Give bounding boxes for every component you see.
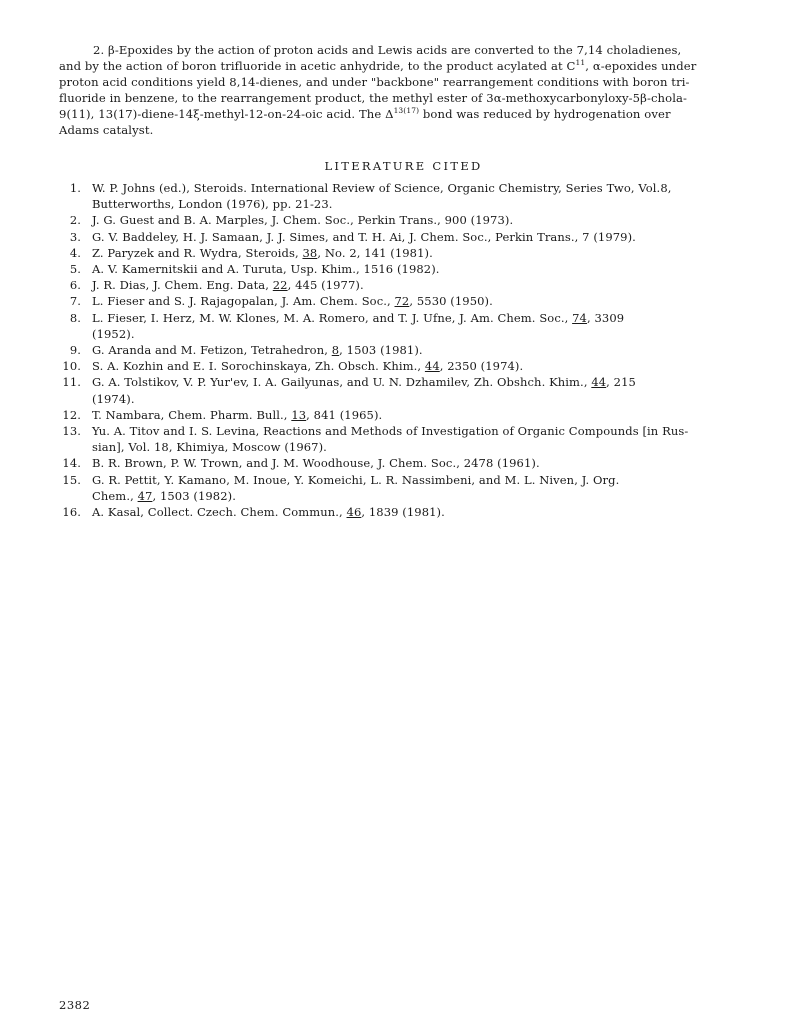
reference-number: 5.: [69, 262, 81, 277]
reference-number: 11.: [62, 375, 81, 390]
reference-item: [59, 358, 749, 374]
reference-number: 16.: [62, 505, 81, 520]
reference-list: [59, 180, 749, 520]
paragraph-line: [59, 58, 749, 74]
reference-number: 14.: [62, 456, 81, 471]
text-run: A. Kasal, Collect. Czech. Chem. Commun.,: [92, 505, 347, 520]
text-run: , α-epoxides under: [585, 59, 697, 73]
superscript: 11: [575, 58, 586, 67]
text-run: G. A. Tolstikov, V. P. Yur'ev, I. A. Gailyunas, and U. N. Dzhamilev, Zh. Obshch. Khim.,: [92, 375, 592, 390]
reference-number: 8.: [69, 310, 81, 325]
text-run: L. Fieser and S. J. Rajagopalan, J. Am. Chem. Soc.,: [92, 294, 395, 309]
reference-number: 1.: [69, 181, 81, 195]
reference-number: 10.: [62, 359, 81, 374]
reference-line: [92, 212, 749, 228]
text-run: , 2350 (1974).: [439, 359, 524, 374]
reference-number: 3.: [69, 229, 81, 244]
text-run: , 5530 (1950).: [409, 294, 493, 309]
reference-line: [92, 342, 749, 358]
reference-item: [59, 423, 749, 455]
text-run: , 1503 (1982).: [152, 488, 236, 503]
reference-line: [92, 293, 749, 309]
reference-item: [59, 180, 749, 212]
reference-line: [92, 504, 749, 520]
text-run: A. V. Kamernitskii and A. Turuta, Usp. Khim., 1516 (1982).: [92, 262, 440, 277]
reference-line: [92, 455, 749, 471]
reference-number: 2.: [69, 213, 81, 228]
page-number: 2382: [59, 998, 91, 1012]
text-run: W. P. Johns (ed.), Steroids. International Review of Science, Organic Chemistry, Series Two, Vol.8,: [92, 181, 672, 195]
reference-item: [59, 472, 749, 504]
text-run: B. R. Brown, P. W. Trown, and J. M. Woodhouse, J. Chem. Soc., 2478 (1961).: [92, 456, 540, 471]
text-run: , 1839 (1981).: [361, 505, 445, 520]
reference-line: [92, 488, 749, 504]
reference-number: 13.: [62, 424, 81, 439]
text-run: , 445 (1977).: [287, 278, 364, 293]
volume-number: 47: [137, 488, 153, 503]
volume-number: 72: [394, 294, 410, 309]
text-run: Butterworths, London (1976), pp. 21-23.: [92, 197, 333, 212]
reference-line: [92, 374, 749, 390]
text-run: , 3309: [586, 310, 625, 325]
reference-number: 6.: [69, 278, 81, 293]
reference-line: [92, 277, 749, 293]
reference-line: [92, 358, 749, 374]
reference-item: [59, 455, 749, 471]
reference-line: [92, 439, 749, 455]
reference-number: 9.: [69, 343, 81, 358]
reference-item: [59, 342, 749, 358]
section-heading: LITERATURE CITED: [324, 159, 483, 173]
volume-number: 8: [331, 343, 340, 358]
reference-item: [59, 245, 749, 261]
reference-line: [92, 472, 749, 488]
text-run: proton acid conditions yield 8,14-dienes, and under "backbone" rearrangement conditions with boron tri-: [59, 75, 690, 89]
text-run: sian], Vol. 18, Khimiya, Moscow (1967).: [92, 440, 327, 455]
text-run: G. Aranda and M. Fetizon, Tetrahedron,: [92, 343, 332, 358]
reference-line: [92, 196, 749, 212]
text-run: 9(11), 13(17)-diene-14ξ-methyl-12-on-24-oic acid. The Δ: [59, 107, 394, 121]
text-run: J. G. Guest and B. A. Marples, J. Chem. Soc., Perkin Trans., 900 (1973).: [92, 213, 514, 228]
text-run: L. Fieser, I. Herz, M. W. Klones, M. A. Romero, and T. J. Ufne, J. Am. Chem. Soc.,: [92, 310, 573, 325]
text-run: , 841 (1965).: [306, 407, 383, 422]
reference-item: [59, 407, 749, 423]
reference-line: [92, 407, 749, 423]
reference-line: [92, 261, 749, 277]
text-run: S. A. Kozhin and E. I. Sorochinskaya, Zh. Obsch. Khim.,: [92, 359, 425, 374]
text-run: Yu. A. Titov and I. S. Levina, Reactions and Methods of Investigation of Organic Compounds [in Rus-: [92, 424, 689, 439]
text-run: 2. β-Epoxides by the action of proton acids and Lewis acids are converted to the 7,14 choladienes,: [93, 43, 682, 57]
text-run: T. Nambara, Chem. Pharm. Bull.,: [92, 407, 292, 422]
volume-number: 74: [572, 310, 587, 325]
paragraph-line: [59, 90, 749, 106]
text-run: fluoride in benzene, to the rearrangement product, the methyl ester of 3α-methoxycarbonyloxy-5β-chola-: [59, 91, 688, 105]
reference-line: [92, 245, 749, 261]
reference-item: [59, 261, 749, 277]
text-run: and by the action of boron trifluoride in acetic anhydride, to the product acylated at C: [59, 59, 576, 73]
text-run: (1974).: [92, 391, 135, 406]
volume-number: 22: [272, 278, 288, 293]
paragraph-line: [59, 42, 749, 58]
volume-number: 38: [302, 245, 318, 260]
paragraph-line: [59, 74, 749, 90]
volume-number: 13: [291, 407, 307, 422]
paragraph-line: [59, 106, 749, 122]
text-run: , No. 2, 141 (1981).: [317, 245, 433, 260]
reference-number: 12.: [62, 407, 81, 422]
text-run: , 1503 (1981).: [339, 343, 423, 358]
volume-number: 46: [346, 505, 362, 520]
reference-item: [59, 212, 749, 228]
reference-number: 7.: [69, 294, 81, 309]
text-run: , 215: [606, 375, 636, 390]
paragraph-line: [59, 122, 749, 138]
reference-item: [59, 293, 749, 309]
reference-number: 15.: [62, 472, 81, 487]
reference-item: [59, 277, 749, 293]
reference-item: [59, 310, 749, 342]
text-run: bond was reduced by hydrogenation over: [419, 107, 671, 121]
text-run: G. R. Pettit, Y. Kamano, M. Inoue, Y. Komeichi, L. R. Nassimbeni, and M. L. Niven, J. Org.: [92, 472, 620, 487]
text-run: J. R. Dias, J. Chem. Eng. Data,: [92, 278, 273, 293]
text-run: (1952).: [92, 326, 135, 341]
reference-item: [59, 229, 749, 245]
text-run: Z. Paryzek and R. Wydra, Steroids,: [92, 245, 303, 260]
reference-line: [92, 391, 749, 407]
reference-item: [59, 504, 749, 520]
reference-line: [92, 310, 749, 326]
reference-line: [92, 180, 749, 196]
reference-line: [92, 229, 749, 245]
reference-number: 4.: [69, 245, 81, 260]
text-run: Chem.,: [92, 488, 138, 503]
superscript: 13(17): [393, 106, 420, 115]
volume-number: 44: [424, 359, 440, 374]
reference-item: [59, 374, 749, 406]
text-run: Adams catalyst.: [59, 123, 154, 137]
text-run: G. V. Baddeley, H. J. Samaan, J. J. Simes, and T. H. Ai, J. Chem. Soc., Perkin Trans., 7 (1979).: [92, 229, 636, 244]
volume-number: 44: [591, 375, 607, 390]
reference-line: [92, 423, 749, 439]
conclusion-paragraph: [59, 42, 749, 138]
reference-line: [92, 326, 749, 342]
